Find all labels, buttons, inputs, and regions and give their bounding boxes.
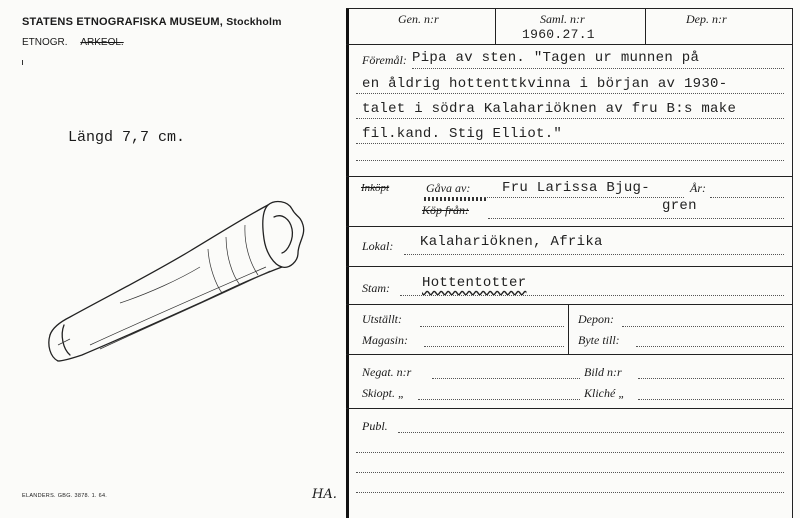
- lokal-rule: [404, 254, 784, 255]
- magasin-rule: [424, 346, 564, 347]
- stam-rule: [400, 295, 784, 296]
- foremal-line-3: talet i södra Kalahariöknen av fru B:s make: [362, 101, 737, 117]
- lokal-bottom-line: [346, 266, 793, 267]
- kliche-label: Kliché „: [584, 386, 625, 400]
- inkopt-label: Inköpt: [361, 182, 390, 194]
- header-bottom-line: [346, 44, 793, 45]
- gen-label: Gen. n:r: [398, 12, 439, 26]
- department-line: [22, 37, 124, 48]
- utstallt-divider: [568, 304, 569, 354]
- skiopt-label: Skiopt. „: [362, 386, 405, 400]
- kliche-rule: [638, 399, 784, 400]
- museum-city: Stockholm: [226, 16, 282, 28]
- foremal-line-4: fil.kand. Stig Elliot.": [362, 126, 563, 142]
- publ-rule-3: [356, 472, 784, 473]
- printer-note: ELANDERS. GBG. 3878. 1. 64.: [22, 493, 108, 499]
- byte-rule: [636, 346, 784, 347]
- gava-bottom-line: [346, 226, 793, 227]
- stam-value: Hottentotter: [422, 275, 527, 291]
- bild-rule: [638, 378, 784, 379]
- dept-struck-label: ARKEOL.: [80, 37, 124, 48]
- stam-bottom-line: [346, 304, 793, 305]
- ar-rule: [710, 197, 784, 198]
- utstallt-label: Utställt:: [362, 312, 403, 326]
- tick-mark: [22, 60, 23, 65]
- depon-label: Depon:: [578, 312, 614, 326]
- foremal-rule-3: [356, 118, 784, 119]
- initials-note: HA.: [312, 487, 337, 502]
- foremal-line-2: en åldrig hottenttkvinna i början av 1930-: [362, 76, 728, 92]
- gava-value-continued: gren: [662, 198, 697, 214]
- gava-label: Gåva av:: [426, 181, 471, 195]
- stam-label: Stam:: [362, 281, 390, 295]
- foremal-rule-5: [356, 160, 784, 161]
- lokal-value: Kalahariöknen, Afrika: [420, 234, 603, 250]
- gava-value: Fru Larissa Bjug-: [502, 180, 650, 196]
- skiopt-rule: [418, 399, 580, 400]
- card-right-border: [792, 8, 793, 518]
- kop-label: Köp från:: [422, 203, 470, 217]
- negat-label: Negat. n:r: [362, 365, 412, 379]
- magasin-label: Magasin:: [362, 333, 408, 347]
- pipe-drawing: [30, 195, 310, 375]
- foremal-rule-2: [356, 93, 784, 94]
- saml-label: Saml. n:r: [540, 12, 585, 26]
- foremal-bottom-line: [346, 176, 793, 177]
- lokal-label: Lokal:: [362, 239, 394, 253]
- saml-value: 1960.27.1: [522, 27, 595, 42]
- card-left-border: [346, 8, 349, 518]
- publ-rule-1: [398, 432, 784, 433]
- kop-rule: [488, 218, 784, 219]
- utstallt-rule: [420, 326, 564, 327]
- foremal-label: Föremål:: [362, 53, 407, 67]
- header-divider-1: [495, 8, 496, 44]
- gava-rule: [484, 197, 684, 198]
- card-top-border: [346, 8, 793, 9]
- length-note: Längd 7,7 cm.: [68, 129, 186, 146]
- museum-name: STATENS ETNOGRAFISKA MUSEUM,: [22, 16, 223, 28]
- utstallt-bottom-line: [346, 354, 793, 355]
- ar-label: År:: [690, 181, 706, 195]
- byte-label: Byte till:: [578, 333, 620, 347]
- publ-rule-4: [356, 492, 784, 493]
- foremal-rule-1: [412, 68, 784, 69]
- negat-bottom-line: [346, 408, 793, 409]
- foremal-rule-4: [356, 143, 784, 144]
- foremal-line-1: Pipa av sten. "Tagen ur munnen på: [412, 50, 700, 66]
- museum-header: [22, 16, 282, 28]
- bild-label: Bild n:r: [584, 365, 622, 379]
- strike-mark: [424, 197, 486, 201]
- negat-rule: [432, 378, 580, 379]
- dept-label: ETNOGR.: [22, 37, 68, 48]
- depon-rule: [622, 326, 784, 327]
- header-divider-2: [645, 8, 646, 44]
- publ-label: Publ.: [362, 419, 388, 433]
- dep-label: Dep. n:r: [686, 12, 727, 26]
- publ-rule-2: [356, 452, 784, 453]
